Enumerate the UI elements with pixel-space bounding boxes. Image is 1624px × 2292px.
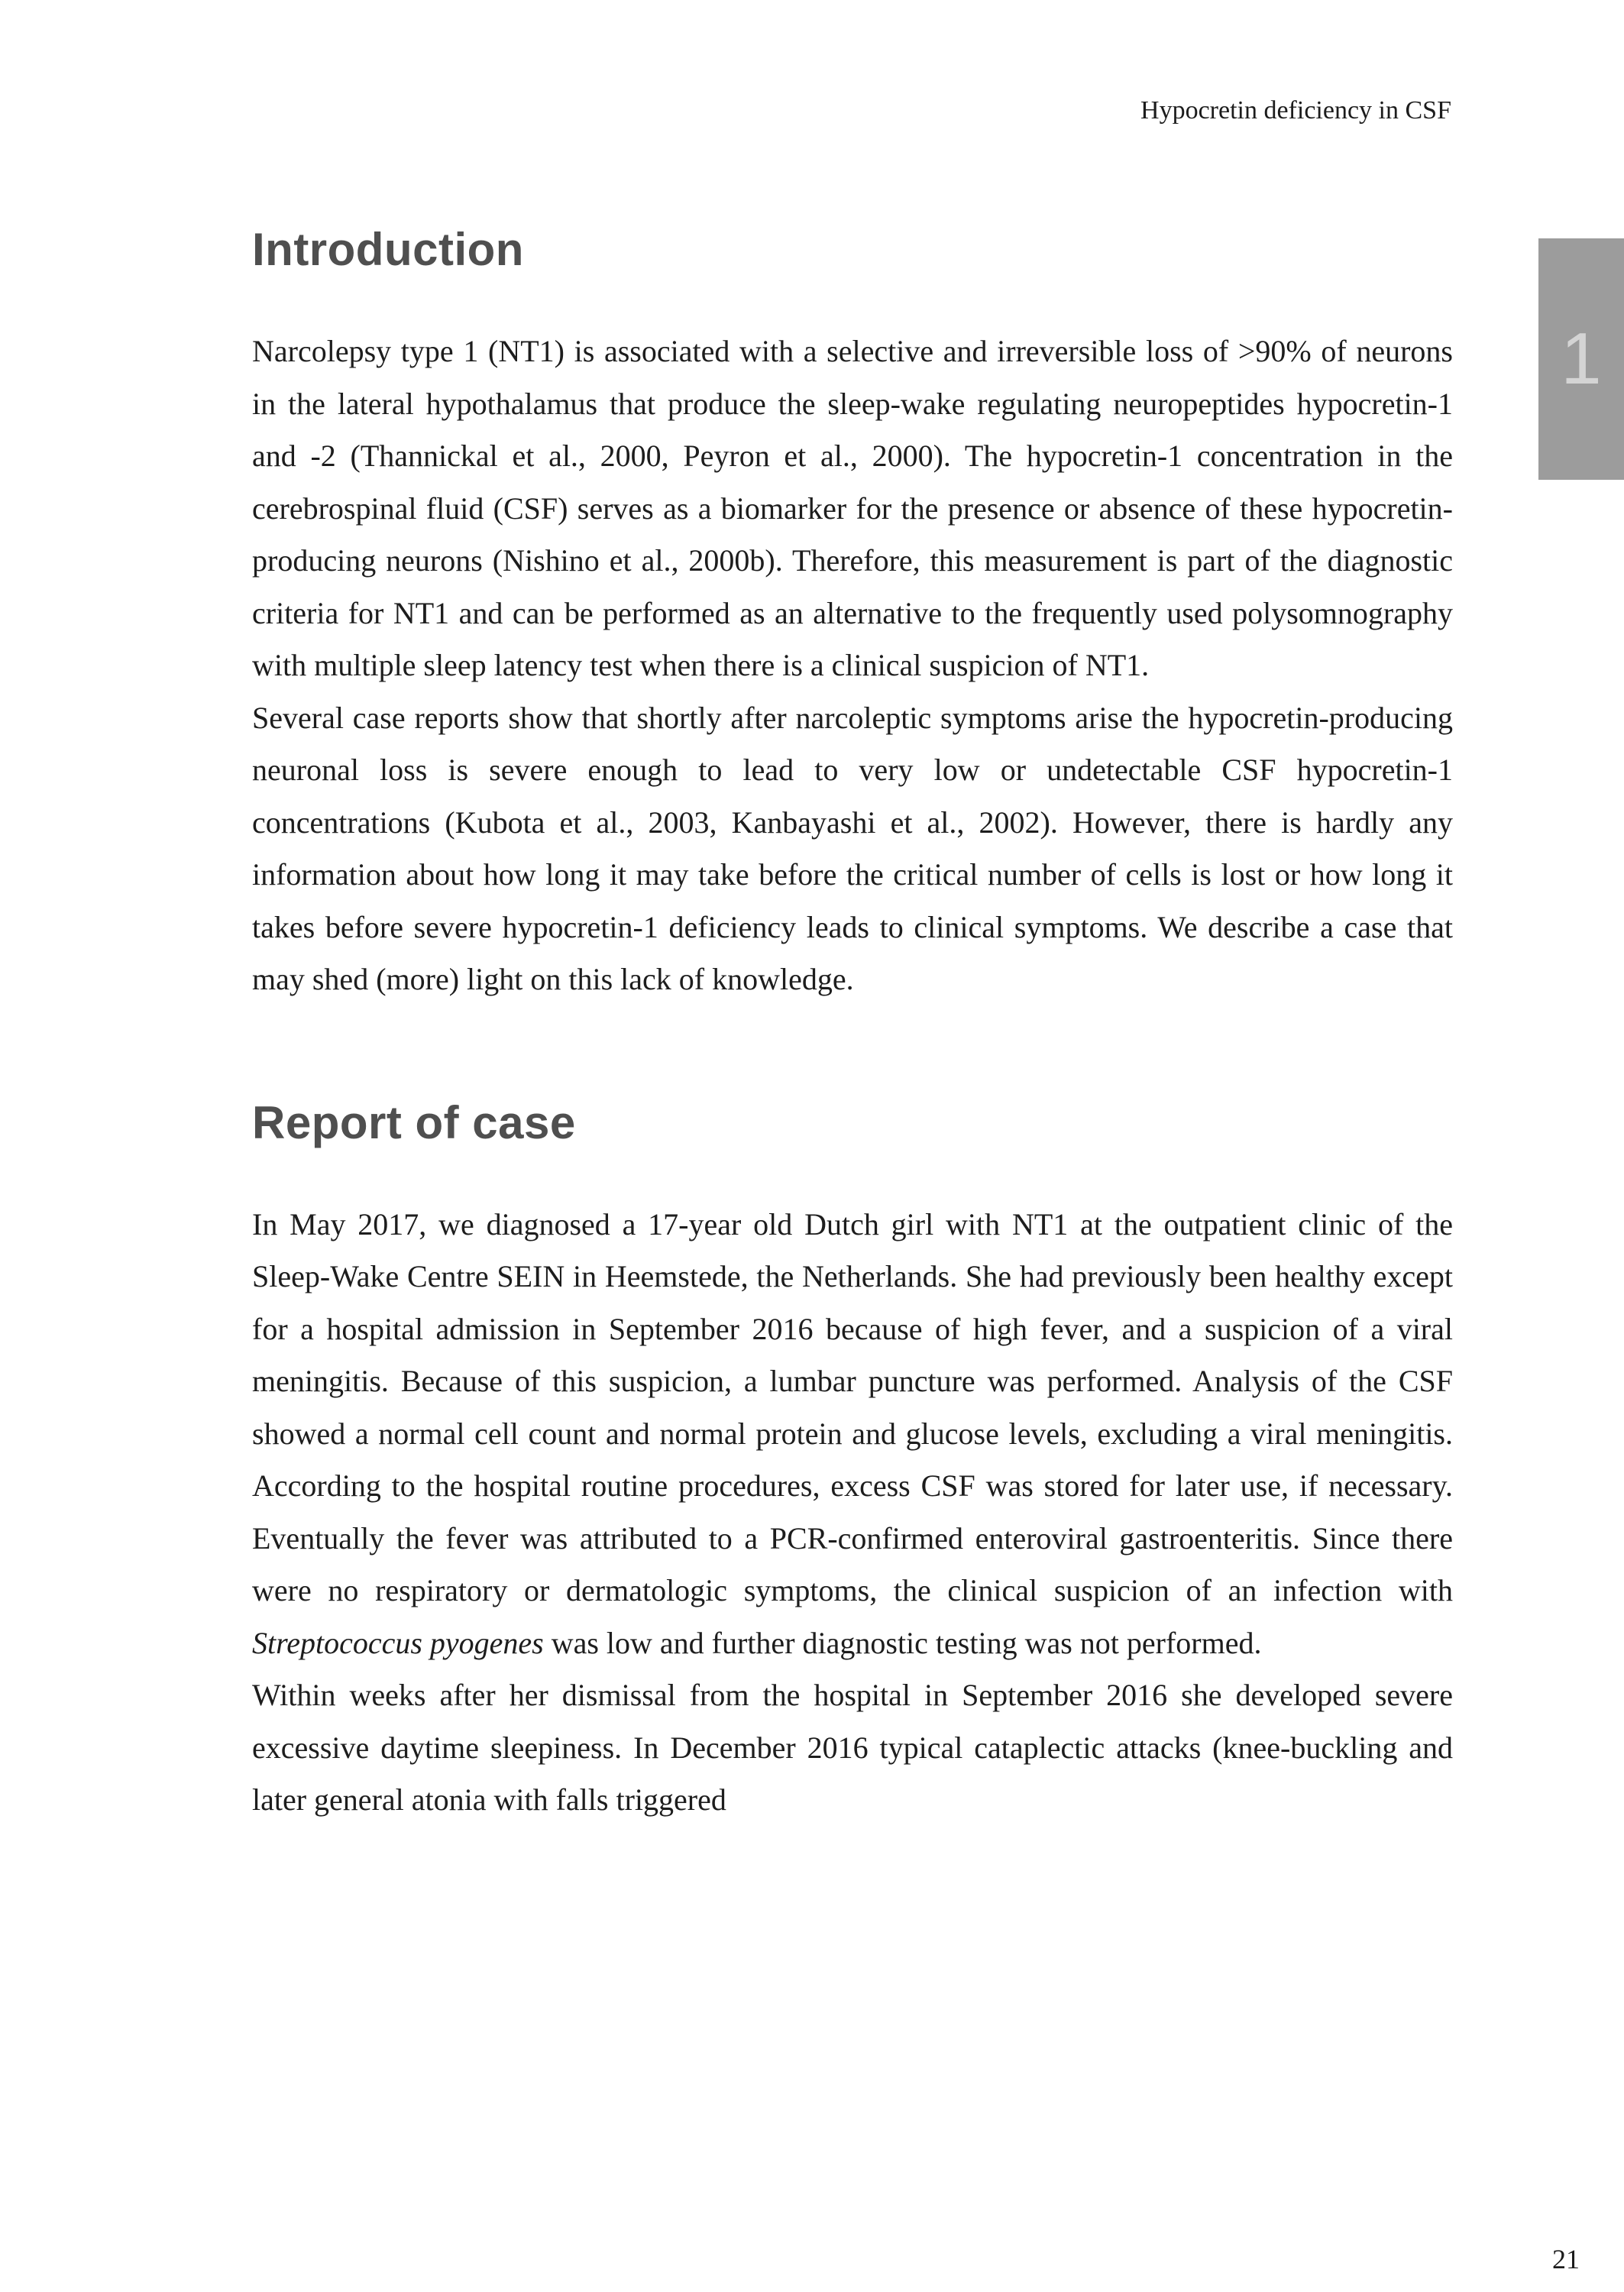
section-heading-introduction: Introduction <box>252 224 524 275</box>
report-paragraph-1-end: was low and further diagnostic testing was not performed. <box>543 1625 1262 1660</box>
running-header: Hypocretin deficiency in CSF <box>1140 96 1451 125</box>
page-number: 21 <box>1552 2244 1580 2274</box>
report-paragraph-1-text: In May 2017, we diagnosed a 17-year old Dutch girl with NT1 at the outpatient clinic of the Sleep-Wake Centre SEIN in Heemstede, the Netherlands. She had previously been healthy except for a hospital admission in September 2016 because of high fever, and a suspicion of a viral meningitis. Because of this suspicion, a lumbar puncture was performed. Analysis of the CSF showed a normal cell count and normal protein and glucose levels, excluding a viral meningitis. According to the hospital routine procedures, excess CSF was stored for later use, if necessary. Eventually the fever was attributed to a PCR-confirmed enteroviral gastroenteritis. Since there were no respiratory or dermatologic symptoms, the clinical suspicion of an infection with <box>252 1206 1453 1607</box>
introduction-paragraph-2: Several case reports show that shortly after narcoleptic symptoms arise the hypocretin-producing neuronal loss is severe enough to lead to very low or undetectable CSF hypocretin-1 concentrations (Kubota et al., 2003, Kanbayashi et al., 2002). However, there is hardly any information about how long it may take before the critical number of cells is lost or how long it takes before severe hypocretin-1 deficiency leads to clinical symptoms. We describe a case that may shed (more) light on this lack of knowledge. <box>252 700 1453 996</box>
page-content <box>252 0 1453 1827</box>
chapter-number: 1 <box>1561 318 1602 400</box>
species-name-italic: Streptococcus pyogenes <box>252 1625 544 1660</box>
report-paragraph-1 <box>252 1199 1453 1670</box>
report-paragraph-2: Within weeks after her dismissal from the hospital in September 2016 she developed severe excessive daytime sleepiness. In December 2016 typical cataplectic attacks (knee-buckling and later general atonia with falls triggered <box>252 1678 1453 1817</box>
chapter-tab <box>1538 238 1624 480</box>
section-heading-report-of-case: Report of case <box>252 1096 576 1148</box>
introduction-paragraph-1: Narcolepsy type 1 (NT1) is associated with a selective and irreversible loss of >90% of neurons in the lateral hypothalamus that produce the sleep-wake regulating neuropeptides hypocretin-1 and -2 (Thannickal et al., 2000, Peyron et al., 2000). The hypocretin-1 concentration in the cerebrospinal fluid (CSF) serves as a biomarker for the presence or absence of these hypocretin-producing neurons (Nishino et al., 2000b). Therefore, this measurement is part of the diagnostic criteria for NT1 and can be performed as an alternative to the frequently used polysomnography with multiple sleep latency test when there is a clinical suspicion of NT1. <box>252 334 1453 682</box>
